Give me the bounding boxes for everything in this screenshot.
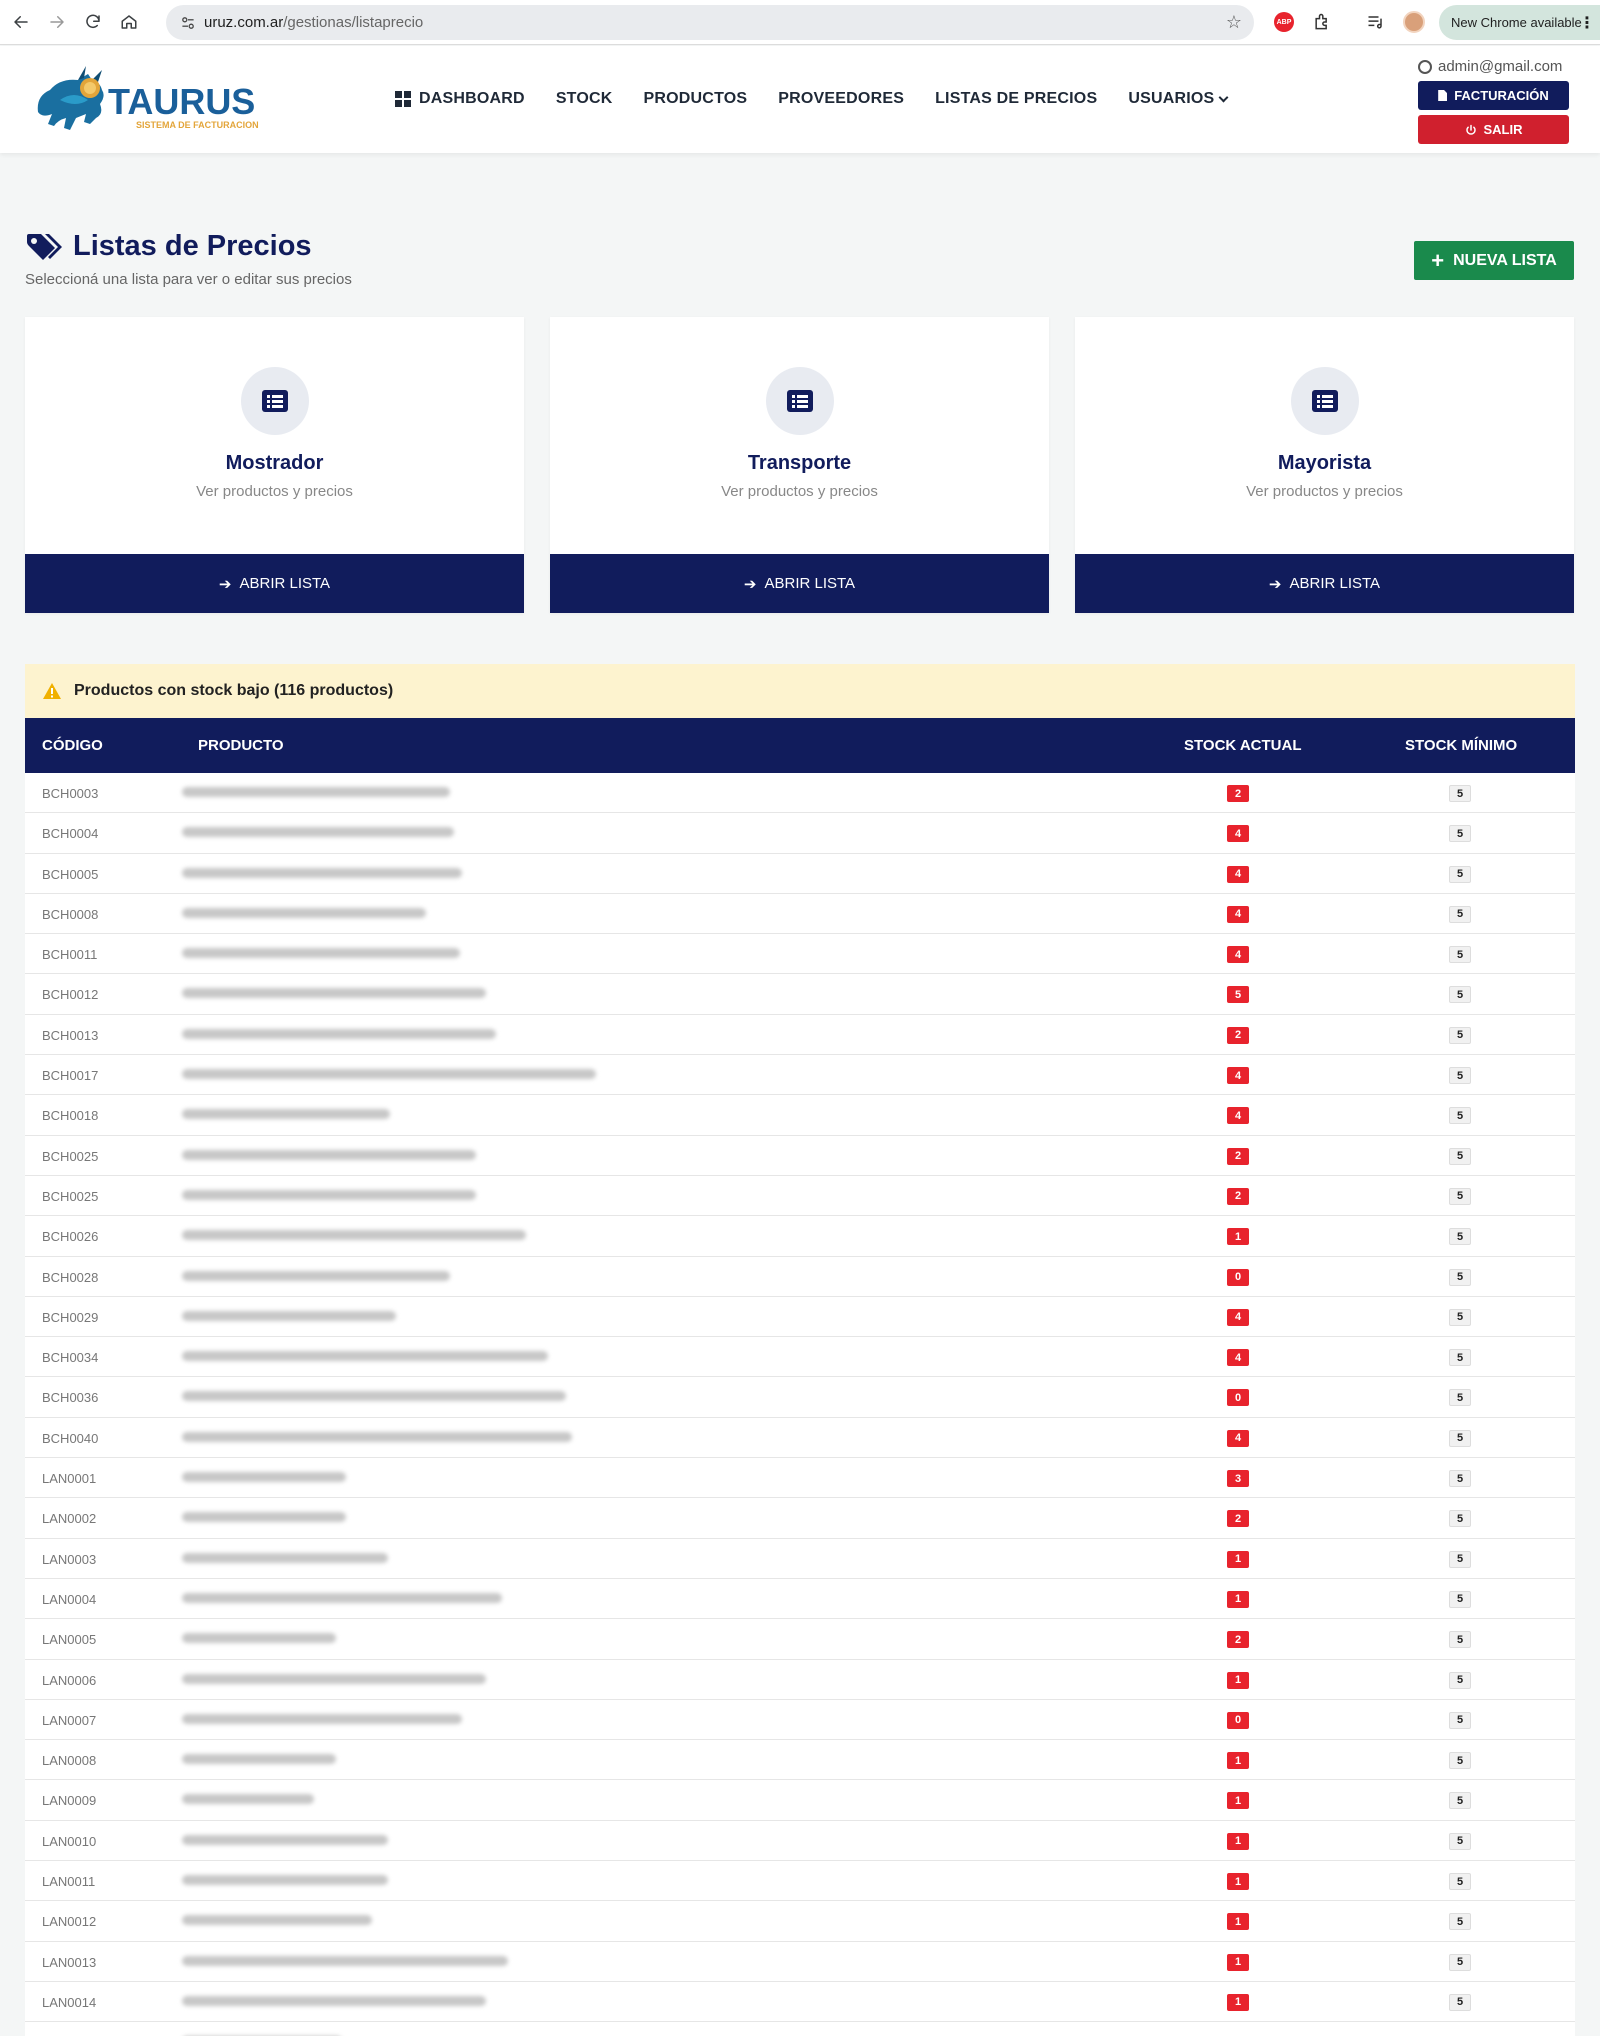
stock-actual-badge: 4	[1227, 1107, 1249, 1124]
table-row[interactable]	[25, 1821, 1575, 1861]
price-list-card	[25, 317, 524, 613]
power-icon	[1465, 124, 1477, 136]
arrow-right-icon: ➔	[218, 575, 232, 593]
taurus-logo[interactable]	[30, 60, 266, 140]
table-row[interactable]	[25, 1216, 1575, 1256]
stock-minimo-badge: 5	[1449, 946, 1471, 963]
product-name-redacted	[182, 1794, 314, 1804]
nav-listas-label: LISTAS DE PRECIOS	[935, 90, 1098, 107]
product-name-redacted	[182, 1633, 336, 1643]
header-codigo[interactable]: CÓDIGO	[42, 737, 103, 754]
url-host: uruz.com.ar	[204, 14, 284, 31]
stock-minimo-badge: 5	[1449, 1027, 1471, 1044]
table-row[interactable]	[25, 974, 1575, 1014]
warning-icon	[42, 682, 62, 700]
menu-dots-icon[interactable]: ⋮	[1579, 15, 1595, 32]
table-header	[25, 718, 1575, 773]
product-name-redacted	[182, 827, 454, 837]
stock-minimo-badge: 5	[1449, 866, 1471, 883]
card-title: Mayorista	[1277, 452, 1372, 474]
stock-minimo-badge: 5	[1449, 1631, 1471, 1648]
table-row[interactable]	[25, 1136, 1575, 1176]
product-name-redacted	[182, 948, 460, 958]
card-title: Transporte	[747, 452, 852, 474]
salir-label: SALIR	[1483, 122, 1523, 137]
nav-dashboard-label: DASHBOARD	[419, 90, 525, 107]
reload-icon[interactable]	[78, 7, 108, 37]
row-code: BCH0025	[42, 1148, 99, 1164]
table-row[interactable]	[25, 1539, 1575, 1579]
logo-text: TAURUS	[108, 81, 256, 122]
stock-actual-badge: 1	[1227, 1954, 1249, 1971]
stock-minimo-badge: 5	[1449, 1833, 1471, 1850]
stock-actual-badge: 4	[1227, 946, 1249, 963]
card-subtitle: Ver productos y precios	[196, 483, 353, 500]
browser-toolbar	[0, 0, 1600, 45]
stock-minimo-badge: 5	[1449, 1591, 1471, 1608]
row-code: BCH0003	[42, 786, 99, 801]
stock-minimo-badge: 5	[1449, 1954, 1471, 1971]
header-producto[interactable]: PRODUCTO	[198, 737, 284, 754]
stock-actual-badge: 2	[1227, 1188, 1249, 1205]
row-code: BCH0017	[42, 1068, 99, 1084]
product-name-redacted	[182, 1472, 346, 1482]
stock-minimo-badge: 5	[1449, 1389, 1471, 1406]
table-row[interactable]	[25, 1418, 1575, 1458]
nav-proveedores[interactable]	[778, 90, 904, 108]
list-icon	[1291, 367, 1359, 435]
chevron-down-icon	[1219, 92, 1229, 102]
stock-actual-badge: 2	[1227, 1027, 1249, 1044]
table-row[interactable]	[25, 1942, 1575, 1982]
table-row[interactable]	[25, 813, 1575, 853]
stock-minimo-badge: 5	[1449, 785, 1471, 802]
product-name-redacted	[182, 1069, 596, 1079]
stock-minimo-badge: 5	[1449, 1430, 1471, 1447]
salir-button[interactable]	[1418, 115, 1569, 144]
stock-actual-badge: 1	[1227, 1833, 1249, 1850]
product-name-redacted	[182, 1754, 336, 1764]
row-code: BCH0029	[42, 1309, 99, 1325]
stock-actual-badge: 0	[1227, 1389, 1249, 1406]
main-nav	[395, 90, 1258, 108]
stock-actual-badge: 4	[1227, 1067, 1249, 1084]
table-row[interactable]	[25, 1740, 1575, 1780]
row-code: BCH0011	[42, 947, 98, 963]
card-subtitle: Ver productos y precios	[1246, 483, 1403, 500]
product-name-redacted	[182, 1553, 388, 1563]
stock-actual-badge: 1	[1227, 1228, 1249, 1245]
table-row[interactable]	[25, 1982, 1575, 2022]
profile-avatar-icon[interactable]	[1400, 8, 1428, 36]
stock-actual-badge: 1	[1227, 1913, 1249, 1930]
forward-icon[interactable]	[42, 7, 72, 37]
nav-productos-label: PRODUCTOS	[643, 90, 748, 107]
row-code: BCH0034	[42, 1350, 99, 1366]
stock-minimo-badge: 5	[1449, 906, 1471, 923]
card-subtitle: Ver productos y precios	[721, 483, 878, 500]
nav-productos[interactable]	[644, 90, 748, 108]
address-bar[interactable]	[166, 5, 1254, 40]
table-row[interactable]	[25, 1015, 1575, 1055]
product-name-redacted	[182, 1956, 508, 1966]
stock-minimo-badge: 5	[1449, 1510, 1471, 1527]
table-row[interactable]	[25, 894, 1575, 934]
table-row[interactable]	[25, 1176, 1575, 1216]
abrir-lista-label: ABRIR LISTA	[1289, 575, 1381, 592]
product-name-redacted	[182, 1271, 450, 1281]
user-email: admin@gmail.com	[1438, 58, 1563, 75]
row-code: LAN0004	[42, 1591, 97, 1607]
stock-actual-badge: 1	[1227, 1752, 1249, 1769]
alert-text: Productos con stock bajo (116 productos)	[74, 682, 394, 699]
tags-icon	[25, 232, 63, 262]
url-text[interactable]	[204, 14, 423, 31]
plus-icon: +	[1431, 247, 1445, 273]
table-row[interactable]	[25, 1458, 1575, 1498]
nav-listas-de-precios[interactable]	[935, 90, 1097, 108]
product-name-redacted	[182, 1835, 388, 1845]
row-code: LAN0001	[42, 1471, 97, 1487]
row-code: LAN0008	[42, 1753, 97, 1769]
back-icon[interactable]	[6, 7, 36, 37]
card-title: Mostrador	[225, 452, 324, 474]
page-title: Listas de Precios	[73, 230, 312, 262]
product-name-redacted	[182, 1714, 462, 1724]
product-name-redacted	[182, 787, 450, 797]
stock-minimo-badge: 5	[1449, 1792, 1471, 1809]
row-code: LAN0010	[42, 1833, 97, 1849]
table-row[interactable]	[25, 1660, 1575, 1700]
stock-actual-badge: 1	[1227, 1551, 1249, 1568]
stock-actual-badge: 4	[1227, 906, 1249, 923]
row-code: LAN0012	[42, 1914, 97, 1930]
list-icon	[766, 367, 834, 435]
extensions-puzzle-icon[interactable]	[1308, 8, 1336, 36]
table-row[interactable]	[25, 1700, 1575, 1740]
arrow-right-icon: ➔	[743, 575, 757, 593]
home-icon[interactable]	[114, 7, 144, 37]
nav-usuarios[interactable]	[1128, 90, 1227, 108]
stock-minimo-badge: 5	[1449, 1148, 1471, 1165]
product-name-redacted	[182, 1190, 476, 1200]
stock-minimo-badge: 5	[1449, 1672, 1471, 1689]
stock-minimo-badge: 5	[1449, 1994, 1471, 2011]
table-row[interactable]	[25, 934, 1575, 974]
stock-minimo-badge: 5	[1449, 1712, 1471, 1729]
table-row[interactable]	[25, 1257, 1575, 1297]
stock-actual-badge: 4	[1227, 825, 1249, 842]
product-name-redacted	[182, 988, 486, 998]
table-row[interactable]	[25, 1901, 1575, 1941]
facturacion-label: FACTURACIÓN	[1454, 88, 1549, 103]
reading-list-icon[interactable]	[1362, 8, 1390, 36]
table-row[interactable]	[25, 854, 1575, 894]
row-code: LAN0006	[42, 1672, 97, 1688]
stock-minimo-badge: 5	[1449, 1188, 1471, 1205]
row-code: BCH0012	[42, 987, 99, 1003]
list-icon	[241, 367, 309, 435]
stock-actual-badge: 2	[1227, 1631, 1249, 1648]
stock-minimo-badge: 5	[1449, 986, 1471, 1003]
row-code: LAN0007	[42, 1712, 97, 1728]
product-name-redacted	[182, 1351, 548, 1361]
nav-proveedores-label: PROVEEDORES	[778, 90, 905, 107]
row-code: BCH0028	[42, 1269, 99, 1285]
stock-actual-badge: 5	[1227, 986, 1249, 1003]
product-name-redacted	[182, 908, 426, 918]
product-name-redacted	[182, 1029, 496, 1039]
page-subtitle: Seleccioná una lista para ver o editar sus precios	[25, 271, 352, 288]
abrir-lista-button[interactable]	[1075, 554, 1574, 613]
stock-actual-badge: 4	[1227, 1349, 1249, 1366]
row-code: BCH0013	[42, 1027, 99, 1043]
stock-actual-badge: 1	[1227, 1591, 1249, 1608]
row-code: BCH0008	[42, 906, 99, 922]
table-row[interactable]	[25, 1055, 1575, 1095]
table-row[interactable]	[25, 1579, 1575, 1619]
user-circle-icon	[1418, 60, 1432, 74]
nueva-lista-button[interactable]	[1414, 241, 1574, 280]
table-row[interactable]	[25, 2022, 1575, 2036]
product-name-redacted	[182, 1674, 486, 1684]
page-title-row	[25, 230, 312, 263]
stock-minimo-badge: 5	[1449, 1752, 1471, 1769]
stock-minimo-badge: 5	[1449, 1309, 1471, 1326]
stock-minimo-badge: 5	[1449, 1873, 1471, 1890]
stock-actual-badge: 4	[1227, 1430, 1249, 1447]
table-row[interactable]	[25, 1095, 1575, 1135]
row-code: BCH0018	[42, 1108, 99, 1124]
adblock-extension-icon[interactable]	[1270, 8, 1298, 36]
stock-actual-badge: 2	[1227, 1510, 1249, 1527]
table-row[interactable]	[25, 1377, 1575, 1417]
row-code: LAN0014	[42, 1994, 97, 2010]
row-code: LAN0005	[42, 1632, 97, 1648]
user-info	[1418, 58, 1562, 75]
price-list-card	[1075, 317, 1574, 613]
stock-minimo-badge: 5	[1449, 825, 1471, 842]
row-code: BCH0026	[42, 1229, 99, 1245]
stock-minimo-badge: 5	[1449, 1551, 1471, 1568]
row-code: LAN0009	[42, 1793, 97, 1809]
product-name-redacted	[182, 1391, 566, 1401]
stock-actual-badge: 1	[1227, 1994, 1249, 2011]
header-stock-actual[interactable]: STOCK ACTUAL	[1184, 737, 1302, 754]
product-name-redacted	[182, 1311, 396, 1321]
table-body	[25, 773, 1575, 2036]
stock-minimo-badge: 5	[1449, 1470, 1471, 1487]
file-icon	[1438, 90, 1447, 101]
table-row[interactable]	[25, 1498, 1575, 1538]
product-name-redacted	[182, 868, 462, 878]
stock-minimo-badge: 5	[1449, 1107, 1471, 1124]
row-code: BCH0025	[42, 1188, 99, 1204]
arrow-right-icon: ➔	[1268, 575, 1282, 593]
stock-actual-badge: 0	[1227, 1712, 1249, 1729]
nueva-lista-label: NUEVA LISTA	[1453, 251, 1557, 269]
facturacion-button[interactable]	[1418, 81, 1569, 110]
stock-minimo-badge: 5	[1449, 1228, 1471, 1245]
stock-actual-badge: 1	[1227, 1873, 1249, 1890]
dashboard-grid-icon	[395, 91, 411, 107]
price-list-card	[550, 317, 1049, 613]
product-name-redacted	[182, 1996, 486, 2006]
nav-usuarios-label: USUARIOS	[1128, 90, 1215, 107]
row-code: BCH0040	[42, 1430, 99, 1446]
product-name-redacted	[182, 1109, 390, 1119]
row-code: BCH0005	[42, 866, 99, 882]
app-header	[0, 46, 1600, 153]
row-code: BCH0036	[42, 1390, 99, 1406]
abrir-lista-button[interactable]	[25, 554, 524, 613]
stock-actual-badge: 2	[1227, 785, 1249, 802]
product-name-redacted	[182, 1593, 502, 1603]
product-name-redacted	[182, 1432, 572, 1442]
stock-actual-badge: 2	[1227, 1148, 1249, 1165]
header-stock-minimo[interactable]: STOCK MÍNIMO	[1405, 737, 1518, 754]
stock-minimo-badge: 5	[1449, 1349, 1471, 1366]
table-row[interactable]	[25, 1337, 1575, 1377]
stock-minimo-badge: 5	[1449, 1913, 1471, 1930]
stock-actual-badge: 4	[1227, 1309, 1249, 1326]
site-info-icon[interactable]	[178, 13, 198, 33]
row-code: LAN0013	[42, 1954, 97, 1970]
abrir-lista-label: ABRIR LISTA	[764, 575, 856, 592]
stock-actual-badge: 1	[1227, 1792, 1249, 1809]
low-stock-alert	[25, 664, 1575, 718]
table-row[interactable]	[25, 1861, 1575, 1901]
product-name-redacted	[182, 1875, 388, 1885]
adblock-label: ABP	[1274, 12, 1294, 32]
row-code: LAN0002	[42, 1511, 97, 1527]
stock-actual-badge: 4	[1227, 866, 1249, 883]
table-row[interactable]	[25, 773, 1575, 813]
row-code: LAN0003	[42, 1551, 97, 1567]
url-path: /gestionas/listaprecio	[283, 14, 424, 31]
stock-minimo-badge: 5	[1449, 1067, 1471, 1084]
stock-actual-badge: 3	[1227, 1470, 1249, 1487]
abrir-lista-label: ABRIR LISTA	[239, 575, 331, 592]
update-label: New Chrome available	[1451, 15, 1582, 30]
product-name-redacted	[182, 1230, 526, 1240]
table-row[interactable]	[25, 1619, 1575, 1659]
nav-stock-label: STOCK	[555, 90, 613, 107]
logo-subtext: SISTEMA DE FACTURACION	[136, 120, 259, 130]
product-name-redacted	[182, 1512, 346, 1522]
stock-actual-badge: 0	[1227, 1269, 1249, 1286]
table-row[interactable]	[25, 1297, 1575, 1337]
stock-actual-badge: 1	[1227, 1672, 1249, 1689]
product-name-redacted	[182, 1150, 476, 1160]
table-row[interactable]	[25, 1780, 1575, 1820]
product-name-redacted	[182, 1915, 372, 1925]
nav-stock[interactable]	[556, 90, 613, 108]
nav-dashboard[interactable]	[395, 90, 525, 108]
stock-minimo-badge: 5	[1449, 1269, 1471, 1286]
row-code: LAN0011	[42, 1874, 96, 1890]
row-code: BCH0004	[42, 826, 99, 842]
chrome-update-button[interactable]	[1439, 5, 1600, 40]
abrir-lista-button[interactable]	[550, 554, 1049, 613]
bookmark-star-icon[interactable]: ☆	[1225, 12, 1242, 32]
